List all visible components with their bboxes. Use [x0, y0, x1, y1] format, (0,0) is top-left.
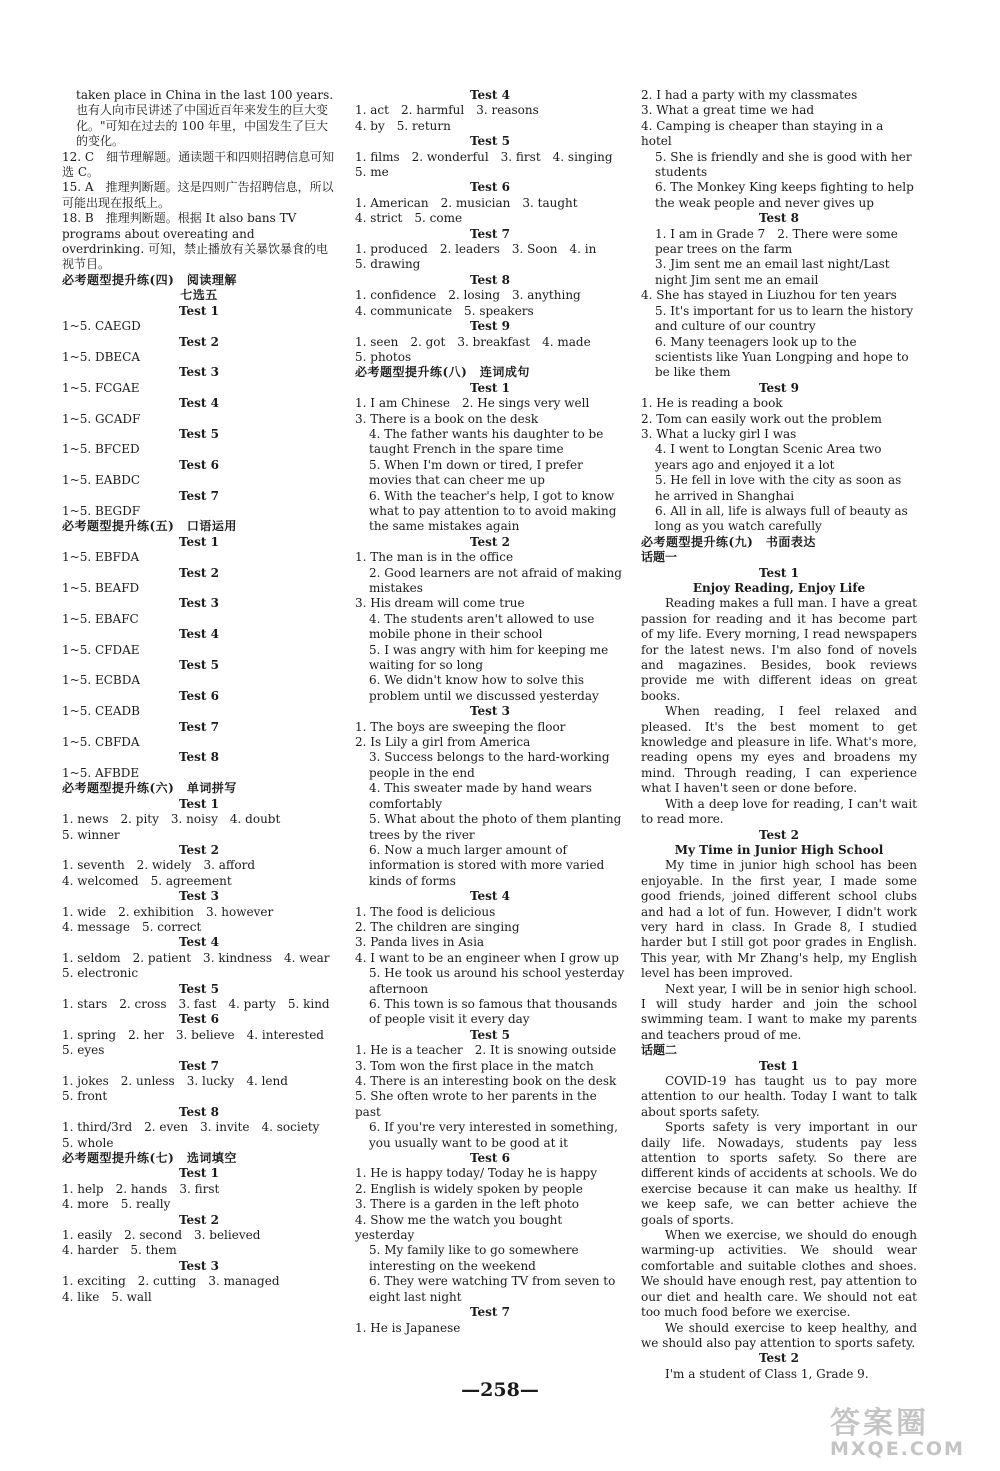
answer-line: 5. electronic	[62, 966, 139, 981]
answer-line: 1. act 2. harmful 3. reasons	[355, 103, 539, 118]
answer-line: 5. When I'm down or tired, I prefer movies that can cheer me up	[369, 457, 583, 488]
answer-line: 1~5. CAEGD	[62, 319, 141, 334]
test-heading: Test 5	[469, 134, 510, 149]
answer-line: 4. Show me the watch you bought yesterday	[355, 1212, 563, 1243]
test-heading: Test 3	[178, 365, 219, 380]
answer-line: 1~5. FCGAE	[62, 380, 140, 395]
answer-line: 4. I want to be an engineer when I grow up	[355, 950, 619, 965]
answer-line: 6. All in all, life is always full of beauty as long as you watch carefully	[655, 503, 908, 534]
answer-line: 3. Jim sent me an email last night/Last night Jim sent me an email	[655, 257, 890, 287]
watermark-line2: MXQE.COM	[830, 1438, 965, 1460]
test-heading: Test 1	[178, 303, 219, 318]
answer-line: 5. He took us around his school yesterday afternoon	[369, 966, 625, 996]
answer-line: 5. photos	[355, 349, 412, 364]
answer-line: 4. The students aren't allowed to use mobile phone in their school	[369, 611, 595, 642]
answer-line: 1~5. DBECA	[62, 349, 140, 364]
answer-line: 4. message 5. correct	[62, 919, 202, 934]
answer-line: 1. He is reading a book	[641, 396, 783, 411]
answer-line: 5. winner	[62, 827, 120, 842]
answer-line: 4. more 5. really	[62, 1197, 171, 1212]
test-heading: Test 3	[178, 889, 219, 904]
test-heading: Test 8	[178, 1104, 219, 1119]
answer-line: 1. I am in Grade 7 2. There were some pear trees on the farm	[655, 226, 898, 257]
section-heading: 必考题型提升练(八) 连词成句	[355, 365, 530, 380]
answer-line: 1. He is a teacher 2. It is snowing outside	[355, 1043, 617, 1058]
answer-line: 4. She has stayed in Liuzhou for ten years	[641, 288, 897, 303]
answer-line: 6. This town is so famous that thousands of people visit it every day	[369, 996, 618, 1027]
test-heading: Test 7	[178, 719, 219, 734]
answer-line: 1. films 2. wonderful 3. first 4. singing	[355, 149, 613, 164]
answer-line: 1. jokes 2. unless 3. lucky 4. lend	[62, 1074, 288, 1088]
essay-paragraph: Next year, I will be in senior high school. I will study harder and join the school swimming team. I want to make my parents and teachers proud of me.	[641, 981, 917, 1042]
test-heading: Test 4	[178, 396, 219, 411]
answer-line: 1~5. CFDAE	[62, 642, 140, 657]
essay-paragraph: We should exercise to keep healthy, and we should also pay attention to sports safety.	[641, 1320, 917, 1350]
test-heading: Test 3	[178, 1258, 219, 1273]
section-heading: 必考题型提升练(四) 阅读理解	[62, 272, 237, 287]
essay-paragraph: I'm a student of Class 1, Grade 9.	[665, 1366, 869, 1381]
column-right	[641, 88, 917, 1382]
answer-line: 4. communicate 5. speakers	[355, 303, 534, 318]
answer-line: 2. The children are singing	[355, 919, 520, 934]
answer-line: 1~5. EBFDA	[62, 550, 140, 565]
answer-line: 3. There is a book on the desk	[355, 411, 539, 426]
answer-line: 4. I went to Longtan Scenic Area two years ago and enjoyed it a lot	[655, 442, 882, 472]
answer-line: 5. front	[62, 1089, 108, 1104]
answer-line: 3. His dream will come true	[355, 596, 525, 611]
test-heading: Test 5	[469, 1027, 510, 1042]
answer-line: taken place in China in the last 100 years.	[76, 88, 334, 102]
test-heading: Test 1	[758, 1058, 799, 1073]
watermark-logo	[830, 1398, 980, 1460]
answer-line: 1. seldom 2. patient 3. kindness 4. wear	[62, 950, 330, 965]
answer-line: 3. There is a garden in the left photo	[355, 1197, 579, 1212]
essay-title: My Time in Junior High School	[674, 842, 884, 857]
test-heading: Test 7	[178, 488, 219, 503]
answer-line: 12. C 细节理解题。通读题干和四则招聘信息可知选 C。	[62, 149, 335, 180]
answer-line: 2. Good learners are not afraid of making mistakes	[369, 565, 622, 595]
section-heading: 必考题型提升练(九) 书面表达	[641, 534, 816, 549]
answer-line: 5. me	[355, 165, 389, 180]
answer-line: 也有人向市民讲述了中国近百年来发生的巨大变化。"可知在过去的 100 年里，中国发生了巨大的变化。	[76, 103, 329, 149]
answer-line: 18. B 推理判断题。根据 It also bans TV programs about overeating and overdrinking. 可知，禁止播放有关暴饮暴食的电视节目。	[62, 211, 328, 272]
section-heading: 必考题型提升练(五) 口语运用	[62, 519, 237, 534]
test-heading: Test 9	[469, 319, 510, 334]
answer-line: 4. The father wants his daughter to be taught French in the spare time	[369, 426, 604, 457]
answer-line: 4. harder 5. them	[62, 1243, 177, 1258]
answer-line: 1. The man is in the office	[355, 550, 514, 565]
page-number: —258—	[461, 1379, 539, 1401]
answer-line: 6. The Monkey King keeps fighting to help the weak people and never gives up	[655, 180, 914, 210]
answer-line: 5. I was angry with him for keeping me waiting for so long	[369, 642, 609, 673]
essay-paragraph: With a deep love for reading, I can't wait to read more.	[641, 796, 917, 827]
test-heading: Test 8	[469, 272, 510, 287]
answer-line: 1. stars 2. cross 3. fast 4. party 5. kind	[62, 996, 330, 1011]
answer-line: 1. He is Japanese	[355, 1320, 461, 1335]
test-heading: Test 6	[178, 1012, 219, 1027]
essay-paragraph: COVID-19 has taught us to pay more attention to our health. Today I want to talk about sports safety.	[641, 1074, 917, 1119]
answer-line: 2. English is widely spoken by people	[355, 1181, 583, 1196]
answer-line: 3. What a lucky girl I was	[641, 426, 797, 441]
test-heading: Test 4	[178, 627, 219, 642]
answer-line: 4. welcomed 5. agreement	[62, 873, 232, 888]
essay-paragraph: When we exercise, we should do enough warming-up activities. We should wear comfortable and suitable clothes and shoes. We should have enough rest, pay attention to our diet and health care. We should not eat too much food before we exercise.	[641, 1228, 917, 1320]
test-heading: Test 2	[469, 534, 510, 549]
answer-line: 4. Camping is cheaper than staying in a hotel	[641, 118, 884, 149]
test-heading: Test 5	[178, 658, 219, 673]
answer-line: 5. What about the photo of them planting trees by the river	[369, 812, 622, 842]
answer-line: 1. news 2. pity 3. noisy 4. doubt	[62, 812, 281, 827]
section-heading: 必考题型提升练(六) 单词拼写	[62, 781, 237, 796]
test-heading: Test 6	[469, 1151, 510, 1166]
answer-line: 1. confidence 2. losing 3. anything	[355, 288, 581, 303]
answer-line: 6. With the teacher's help, I got to know what to pay attention to to avoid making the same mistakes again	[369, 488, 617, 534]
answer-line: 1. seen 2. got 3. breakfast 4. made	[355, 334, 591, 349]
answer-line: 1. easily 2. second 3. believed	[62, 1228, 261, 1243]
answer-line: 2. I had a party with my classmates	[641, 88, 858, 102]
answer-line: 5. whole	[62, 1135, 114, 1150]
answer-line: 5. eyes	[62, 1043, 105, 1058]
test-heading: Test 2	[758, 827, 799, 842]
test-heading: Test 5	[178, 426, 219, 441]
answer-line: 2. Tom can easily work out the problem	[641, 411, 882, 426]
test-heading: Test 8	[178, 750, 219, 765]
answer-line: 1. exciting 2. cutting 3. managed	[62, 1274, 280, 1289]
answer-line: 5. It's important for us to learn the history and culture of our country	[655, 303, 914, 334]
answer-line: 5. He fell in love with the city as soon as he arrived in Shanghai	[655, 473, 902, 503]
test-heading: Test 6	[469, 180, 510, 195]
answer-line: 4. This sweater made by hand wears comfortably	[369, 781, 592, 811]
answer-line: 1~5. BFCED	[62, 442, 140, 457]
answer-line: 6. We didn't know how to solve this problem until we discussed yesterday	[369, 673, 599, 703]
essay-paragraph: My time in junior high school has been enjoyable. In the first year, I made some good friends, joined different school clubs and had a lot of fun. However, I didn't work very hard in class. In Grade 8, I studied harder but I still got poor grades in English. This year, with Mr Zhang's help, my English level has been improved.	[641, 858, 917, 981]
answer-line: 1. He is happy today/ Today he is happy	[355, 1166, 598, 1181]
section-heading: 七选五	[180, 288, 218, 303]
test-heading: Test 2	[178, 842, 219, 857]
column-left	[62, 88, 336, 1305]
answer-line: 1~5. GCADF	[62, 411, 141, 426]
test-heading: Test 7	[469, 226, 510, 241]
answer-line: 4. like 5. wall	[62, 1289, 152, 1304]
essay-paragraph: When reading, I feel relaxed and pleased. It's the best moment to get knowledge and pleasure in life. What's more, reading opens my eyes and broadens my mind. Through reading, I can experience what I haven't seen or done before.	[641, 704, 917, 796]
answer-line: 1. spring 2. her 3. believe 4. interested	[62, 1027, 324, 1042]
test-heading: Test 1	[178, 534, 219, 549]
answer-line: 1~5. BEAFD	[62, 581, 140, 595]
answer-line: 6. Many teenagers look up to the scientists like Yuan Longping and hope to be like them	[655, 334, 909, 380]
test-heading: Test 3	[178, 596, 219, 611]
answer-line: 1. produced 2. leaders 3. Soon 4. in	[355, 242, 597, 257]
answer-line: 6. If you're very interested in something, you usually want to be good at it	[369, 1120, 618, 1150]
test-heading: Test 2	[178, 565, 219, 580]
section-heading: 必考题型提升练(七) 选词填空	[62, 1151, 237, 1166]
answer-line: 5. She often wrote to her parents in the past	[355, 1089, 597, 1119]
answer-line: 1~5. CEADB	[62, 704, 140, 719]
answer-line: 5. She is friendly and she is good with her students	[655, 149, 912, 180]
answer-line: 3. Success belongs to the hard-working people in the end	[369, 750, 610, 780]
answer-line: 1. American 2. musician 3. taught	[355, 195, 578, 210]
test-heading: Test 1	[758, 565, 799, 580]
answer-line: 5. My family like to go somewhere interesting on the weekend	[369, 1243, 579, 1273]
topic-label: 话题二	[641, 1043, 678, 1058]
answer-line: 6. They were watching TV from seven to eight last night	[369, 1274, 616, 1304]
test-heading: Test 1	[469, 380, 510, 395]
test-heading: Test 6	[178, 457, 219, 472]
answer-line: 3. Tom won the first place in the match	[355, 1058, 594, 1073]
test-heading: Test 1	[178, 1166, 219, 1181]
test-heading: Test 4	[178, 935, 219, 950]
test-heading: Test 2	[178, 1212, 219, 1227]
answer-line: 1. third/3rd 2. even 3. invite 4. society	[62, 1120, 320, 1135]
test-heading: Test 2	[178, 334, 219, 349]
answer-line: 6. Now a much larger amount of information is stored with more varied kinds of forms	[369, 842, 605, 888]
test-heading: Test 7	[178, 1058, 219, 1073]
test-heading: Test 9	[758, 380, 799, 395]
test-heading: Test 8	[758, 211, 799, 226]
answer-line: 4. There is an interesting book on the desk	[355, 1074, 617, 1088]
answer-line: 1~5. CBFDA	[62, 735, 140, 750]
topic-label: 话题一	[641, 550, 678, 565]
answer-line: 5. drawing	[355, 257, 421, 272]
answer-line: 1. wide 2. exhibition 3. however	[62, 904, 274, 919]
test-heading: Test 4	[469, 88, 510, 102]
test-heading: Test 2	[758, 1351, 799, 1366]
test-heading: Test 7	[469, 1305, 510, 1320]
essay-title: Enjoy Reading, Enjoy Life	[692, 581, 866, 595]
answer-line: 1~5. BEGDF	[62, 503, 141, 518]
answer-line: 1. seventh 2. widely 3. afford	[62, 858, 256, 873]
answer-line: 1~5. ECBDA	[62, 673, 140, 688]
column-middle	[355, 88, 625, 1336]
answer-line: 15. A 推理判断题。这是四则广告招聘信息，所以可能出现在报纸上。	[62, 180, 334, 210]
answer-line: 1~5. AFBDE	[62, 765, 140, 780]
answer-line: 3. What a great time we had	[641, 103, 815, 118]
answer-line: 1~5. EABDC	[62, 473, 140, 488]
answer-line: 1~5. EBAFC	[62, 611, 139, 626]
essay-paragraph: Sports safety is very important in our daily life. Nowadays, students pay less attention to sports safety. So there are different kinds of accidents at schools. We do exercise because it can make us healthy. If we keep safe, we can better achieve the goals of sports.	[641, 1120, 917, 1227]
test-heading: Test 4	[469, 889, 510, 904]
answer-line: 1. The boys are sweeping the floor	[355, 719, 566, 734]
test-heading: Test 6	[178, 688, 219, 703]
answer-line: 3. Panda lives in Asia	[355, 935, 485, 950]
test-heading: Test 3	[469, 704, 510, 719]
answer-line: 4. by 5. return	[355, 118, 451, 133]
answer-line: 1. help 2. hands 3. first	[62, 1181, 220, 1196]
answer-line: 4. strict 5. come	[355, 211, 463, 226]
answer-line: 1. I am Chinese 2. He sings very well	[355, 396, 590, 411]
test-heading: Test 1	[178, 796, 219, 811]
answer-line: 2. Is Lily a girl from America	[355, 735, 531, 750]
watermark-line1: 答案圈	[830, 1406, 929, 1441]
answer-line: 1. The food is delicious	[355, 904, 496, 919]
essay-paragraph: Reading makes a full man. I have a great passion for reading and it has become part of my life. Every morning, I read newspapers for the latest news. I'm also fond of novels and magazines. Besides, book reviews provide me with different ideas on great books.	[641, 596, 917, 703]
test-heading: Test 5	[178, 981, 219, 996]
